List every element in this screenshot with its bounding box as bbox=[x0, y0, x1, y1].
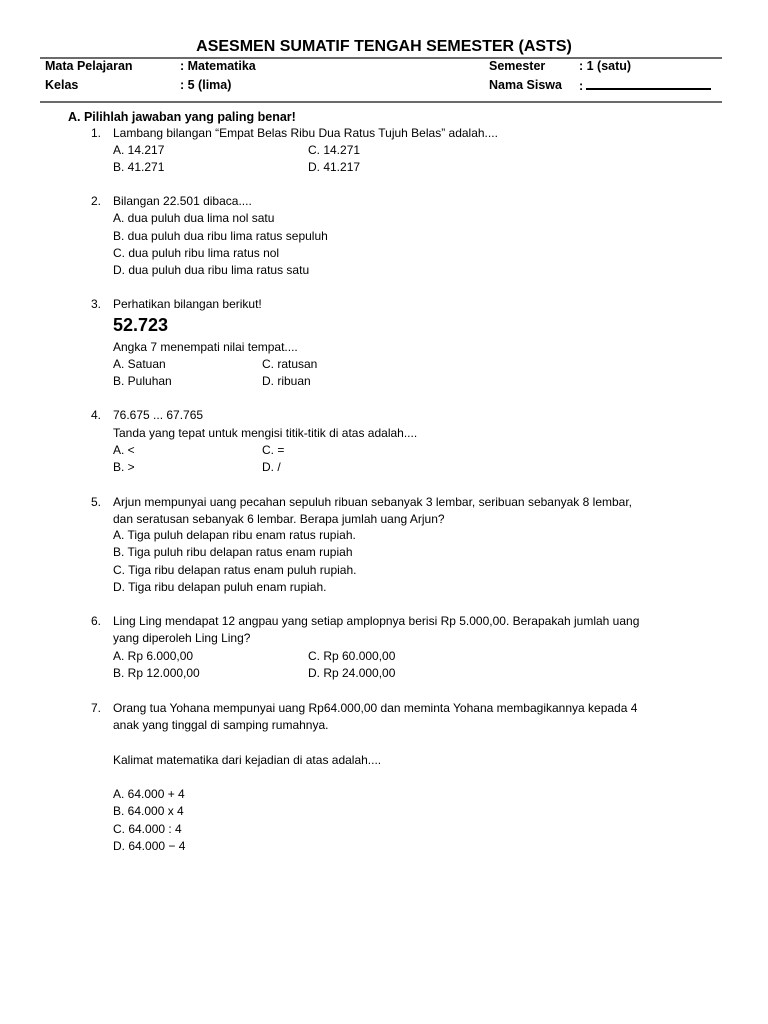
question-number: 1. bbox=[91, 126, 102, 140]
option: D. Tiga ribu delapan puluh enam rupiah. bbox=[113, 580, 327, 594]
option: C. dua puluh ribu lima ratus nol bbox=[113, 246, 280, 260]
option: D. / bbox=[262, 460, 281, 474]
option: B. > bbox=[113, 460, 135, 474]
question-text: Arjun mempunyai uang pecahan sepuluh ribuan sebanyak 3 lembar, seribuan sebanyak 8 lembar, bbox=[113, 495, 632, 509]
option: D. 64.000 − 4 bbox=[113, 839, 186, 853]
option: B. Puluhan bbox=[113, 374, 172, 388]
class-label: Kelas bbox=[45, 78, 79, 92]
question-text: dan seratusan sebanyak 6 lembar. Berapa jumlah uang Arjun? bbox=[113, 512, 445, 526]
option: C. Tiga ribu delapan ratus enam puluh rupiah. bbox=[113, 563, 357, 577]
question-text: Bilangan 22.501 dibaca.... bbox=[113, 194, 252, 208]
option: B. 64.000 x 4 bbox=[113, 804, 184, 818]
question-number: 3. bbox=[91, 297, 102, 311]
question-text: Lambang bilangan “Empat Belas Ribu Dua Ratus Tujuh Belas” adalah.... bbox=[113, 126, 498, 140]
option: C. Rp 60.000,00 bbox=[308, 649, 396, 663]
option: C. 14.271 bbox=[308, 143, 361, 157]
option: D. dua puluh dua ribu lima ratus satu bbox=[113, 263, 310, 277]
question-number: 2. bbox=[91, 194, 102, 208]
student-name-blank bbox=[586, 77, 711, 90]
option: D. ribuan bbox=[262, 374, 311, 388]
option: A. Rp 6.000,00 bbox=[113, 649, 194, 663]
option: C. ratusan bbox=[262, 357, 318, 371]
option: B. dua puluh dua ribu lima ratus sepuluh bbox=[113, 229, 328, 243]
question-text: Perhatikan bilangan berikut! bbox=[113, 297, 262, 311]
question-text: Ling Ling mendapat 12 angpau yang setiap amplopnya berisi Rp 5.000,00. Berapakah jumlah uang bbox=[113, 614, 640, 628]
option: A. Tiga puluh delapan ribu enam ratus rupiah. bbox=[113, 528, 356, 542]
option: A. dua puluh dua lima nol satu bbox=[113, 211, 275, 225]
question-number: 5. bbox=[91, 495, 102, 509]
student-name-colon: : bbox=[579, 79, 584, 93]
question-text: Orang tua Yohana mempunyai uang Rp64.000,00 dan meminta Yohana membagikannya kepada 4 bbox=[113, 701, 638, 715]
question-text: Tanda yang tepat untuk mengisi titik-titik di atas adalah.... bbox=[113, 426, 418, 440]
question-text: yang diperoleh Ling Ling? bbox=[113, 631, 251, 645]
option: D. 41.217 bbox=[308, 160, 361, 174]
student-name-label: Nama Siswa bbox=[489, 78, 562, 92]
option: C. 64.000 : 4 bbox=[113, 822, 182, 836]
option: A. < bbox=[113, 443, 135, 457]
question-text: Kalimat matematika dari kejadian di atas adalah.... bbox=[113, 753, 382, 767]
subject-value: : Matematika bbox=[180, 59, 256, 73]
option: B. Tiga puluh ribu delapan ratus enam rupiah bbox=[113, 545, 353, 559]
question-text: anak yang tinggal di samping rumahnya. bbox=[113, 718, 329, 732]
option: B. 41.271 bbox=[113, 160, 165, 174]
option: A. 14.217 bbox=[113, 143, 165, 157]
question-number: 6. bbox=[91, 614, 102, 628]
question-number: 4. bbox=[91, 408, 102, 422]
subject-label: Mata Pelajaran bbox=[45, 59, 133, 73]
option: D. Rp 24.000,00 bbox=[308, 666, 396, 680]
question-text: 76.675 ... 67.765 bbox=[113, 408, 204, 422]
class-value: : 5 (lima) bbox=[180, 78, 232, 92]
option: A. Satuan bbox=[113, 357, 166, 371]
option: A. 64.000 + 4 bbox=[113, 787, 185, 801]
option: B. Rp 12.000,00 bbox=[113, 666, 200, 680]
question-number: 7. bbox=[91, 701, 102, 715]
question-text: Angka 7 menempati nilai tempat.... bbox=[113, 340, 298, 354]
page-title: ASESMEN SUMATIF TENGAH SEMESTER (ASTS) bbox=[196, 38, 572, 55]
student-name-field[interactable] bbox=[579, 77, 711, 94]
section-instruction: A. Pilihlah jawaban yang paling benar! bbox=[68, 110, 296, 124]
option: C. = bbox=[262, 443, 285, 457]
semester-label: Semester bbox=[489, 59, 546, 73]
semester-value: : 1 (satu) bbox=[579, 59, 632, 73]
header-divider-bottom bbox=[40, 101, 722, 103]
highlighted-number: 52.723 bbox=[113, 315, 169, 335]
